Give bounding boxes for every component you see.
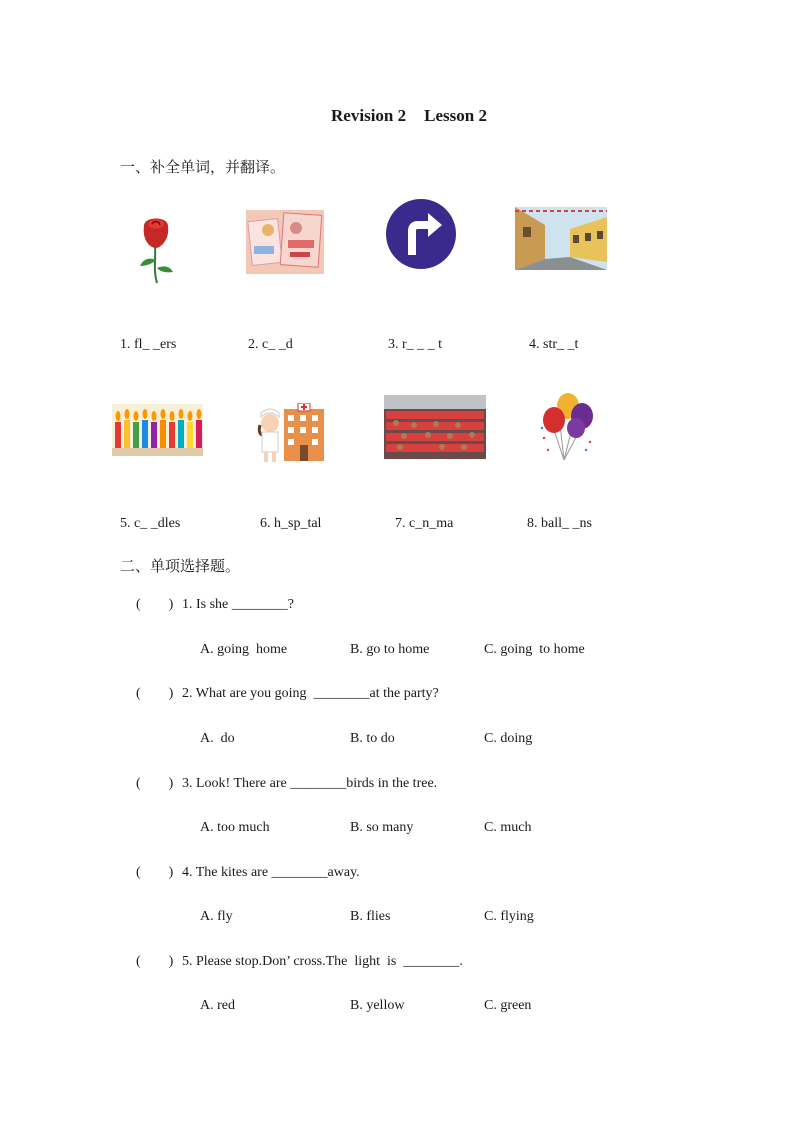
section2-heading: 二、单项选择题。 — [120, 557, 241, 575]
option-3a: A. too much — [200, 820, 270, 835]
answer-blank-4[interactable]: ( ) — [136, 865, 174, 880]
rose-flower-image — [136, 212, 176, 284]
title-revision: Revision 2 — [331, 106, 407, 125]
option-5b: B. yellow — [350, 998, 405, 1013]
greeting-cards-image — [246, 210, 324, 274]
section1-heading: 一、补全单词，并翻译。 — [120, 158, 286, 176]
hospital-nurse-image — [254, 403, 326, 465]
option-3c: C. much — [484, 820, 532, 835]
option-2c: C. doing — [484, 731, 533, 746]
option-1c: C. going to home — [484, 642, 585, 657]
question-text-1: 1. Is she ________? — [182, 597, 294, 612]
item-caption-8: 8. ball_ _ns — [527, 516, 592, 531]
answer-blank-3[interactable]: ( ) — [136, 776, 174, 791]
option-2b: B. to do — [350, 731, 395, 746]
option-4b: B. flies — [350, 909, 391, 924]
option-5c: C. green — [484, 998, 532, 1013]
title-lesson: Lesson 2 — [424, 106, 487, 125]
item-caption-3: 3. r_ _ _ t — [388, 337, 443, 352]
item-caption-1: 1. fl_ _ers — [120, 337, 177, 352]
question-text-4: 4. The kites are ________away. — [182, 865, 360, 880]
turn-right-sign-image — [384, 197, 458, 271]
option-2a: A. do — [200, 731, 235, 746]
option-5a: A. red — [200, 998, 235, 1013]
option-4a: A. fly — [200, 909, 233, 924]
answer-blank-5[interactable]: ( ) — [136, 954, 174, 969]
question-1 — [136, 597, 294, 613]
question-3 — [136, 776, 437, 792]
candles-image — [112, 404, 203, 456]
question-2 — [136, 686, 439, 702]
answer-blank-2[interactable]: ( ) — [136, 686, 174, 701]
option-1a: A. going home — [200, 642, 288, 657]
question-text-2: 2. What are you going ________at the party? — [182, 686, 439, 701]
item-caption-2: 2. c_ _d — [248, 337, 293, 352]
answer-blank-1[interactable]: ( ) — [136, 597, 174, 612]
question-text-5: 5. Please stop.Don’ cross.The light is ________. — [182, 954, 463, 969]
question-5 — [136, 954, 463, 970]
question-text-3: 3. Look! There are ________birds in the tree. — [182, 776, 438, 791]
balloons-image — [540, 390, 596, 462]
cinema-seats-image — [384, 395, 486, 459]
option-4c: C. flying — [484, 909, 534, 924]
item-caption-6: 6. h_sp_tal — [260, 516, 322, 531]
item-caption-7: 7. c_n_ma — [395, 516, 454, 531]
item-caption-4: 4. str_ _t — [529, 337, 579, 352]
street-image — [515, 207, 607, 270]
option-3b: B. so many — [350, 820, 414, 835]
question-4 — [136, 865, 360, 881]
option-1b: B. go to home — [350, 642, 430, 657]
item-caption-5: 5. c_ _dles — [120, 516, 181, 531]
page-title — [0, 106, 794, 126]
